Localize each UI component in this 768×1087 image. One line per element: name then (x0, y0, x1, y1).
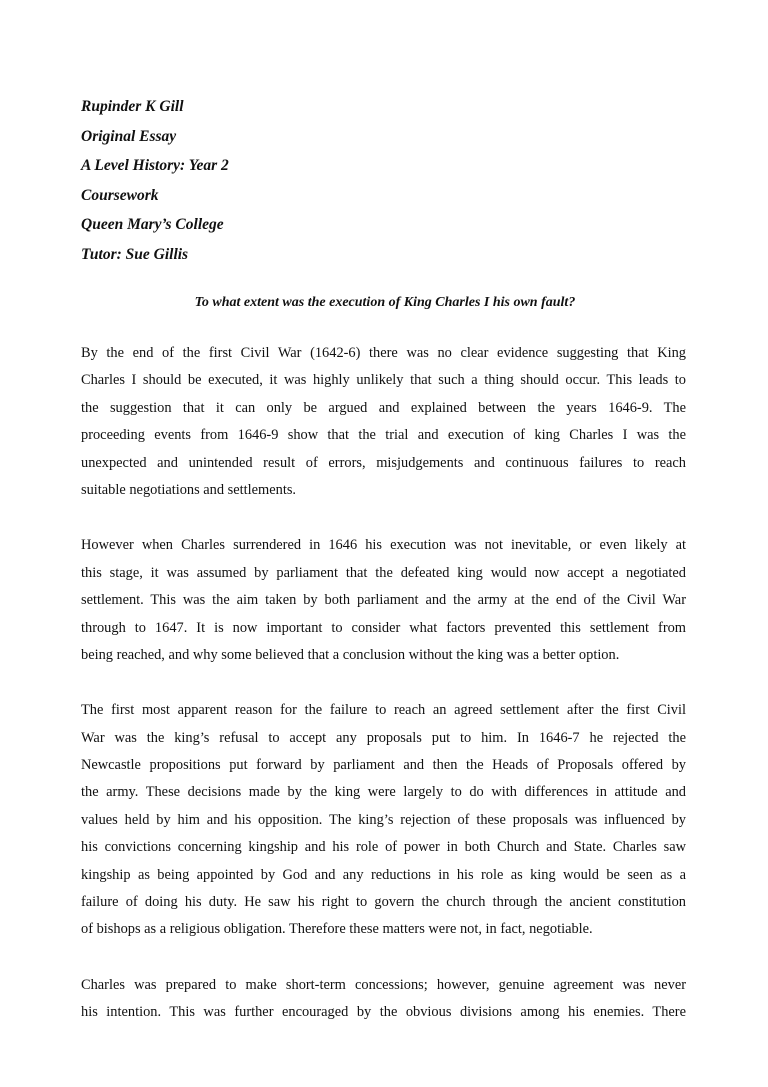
paragraph-line: suitable negotiations and settlements. (81, 481, 297, 498)
paragraph-line: the army. These decisions made by the king were largely to do with differences in attitude and (81, 784, 686, 801)
paragraph-line: this stage, it was assumed by parliament that the defeated king would now accept a negotiated (81, 564, 686, 581)
paragraph-4 (81, 972, 686, 1027)
paragraph-line: kingship as being appointed by God and any reductions in his role as king would be seen as a (81, 866, 686, 883)
course-level: A Level History: Year 2 (81, 157, 229, 174)
essay-title (0, 293, 768, 313)
paragraph-line: of bishops as a religious obligation. Therefore these matters were not, in fact, negotiable. (81, 921, 593, 938)
college-name: Queen Mary’s College (81, 216, 224, 233)
paragraph-line: Newcastle propositions put forward by parliament and then the Heads of Proposals offered by (81, 757, 686, 774)
paragraph-line: However when Charles surrendered in 1646 his execution was not inevitable, or even likely at (81, 537, 686, 554)
paragraph-line: the suggestion that it can only be argued and explained between the years 1646-9. The (81, 399, 686, 416)
paragraph-2 (81, 532, 686, 669)
paragraph-line: The first most apparent reason for the failure to reach an agreed settlement after the first Civil (81, 702, 686, 719)
paragraph-line: War was the king’s refusal to accept any proposals put to him. In 1646-7 he rejected the (81, 729, 686, 746)
author-name: Rupinder K Gill (81, 98, 184, 115)
paragraph-1 (81, 340, 686, 504)
paragraph-line: values held by him and his opposition. The king’s rejection of these proposals was influenced by (81, 811, 686, 828)
paragraph-line: through to 1647. It is now important to consider what factors prevented this settlement from (81, 619, 686, 636)
essay-type: Original Essay (81, 127, 177, 145)
essay-title-text: To what extent was the execution of King Charles I his own fault? (194, 295, 576, 310)
paragraph-line: his intention. This was further encouraged by the obvious divisions among his enemies. There (81, 1004, 686, 1021)
paragraph-line: his convictions concerning kingship and his role of power in both Church and State. Charles saw (81, 839, 686, 856)
paragraph-line: settlement. This was the aim taken by both parliament and the army at the end of the Civil War (81, 592, 686, 609)
paragraph-line: Charles I should be executed, it was highly unlikely that such a thing should occur. This leads to (81, 372, 686, 389)
assignment-type: Coursework (81, 186, 159, 204)
paragraph-line: being reached, and why some believed that a conclusion without the king was a better option. (81, 646, 620, 663)
paragraph-3 (81, 697, 686, 944)
paragraph-line: proceeding events from 1646-9 show that the trial and execution of king Charles I was the (81, 427, 686, 444)
author-header (81, 92, 229, 269)
paragraph-line: Charles was prepared to make short-term concessions; however, genuine agreement was never (81, 976, 686, 993)
essay-body (81, 340, 686, 1055)
paragraph-line: unexpected and unintended result of errors, misjudgements and continuous failures to reach (81, 454, 686, 471)
paragraph-line: By the end of the first Civil War (1642-6) there was no clear evidence suggesting that King (81, 345, 686, 361)
paragraph-line: failure of doing his duty. He saw his right to govern the church through the ancient constitution (81, 894, 686, 911)
tutor-name: Tutor: Sue Gillis (81, 245, 189, 263)
